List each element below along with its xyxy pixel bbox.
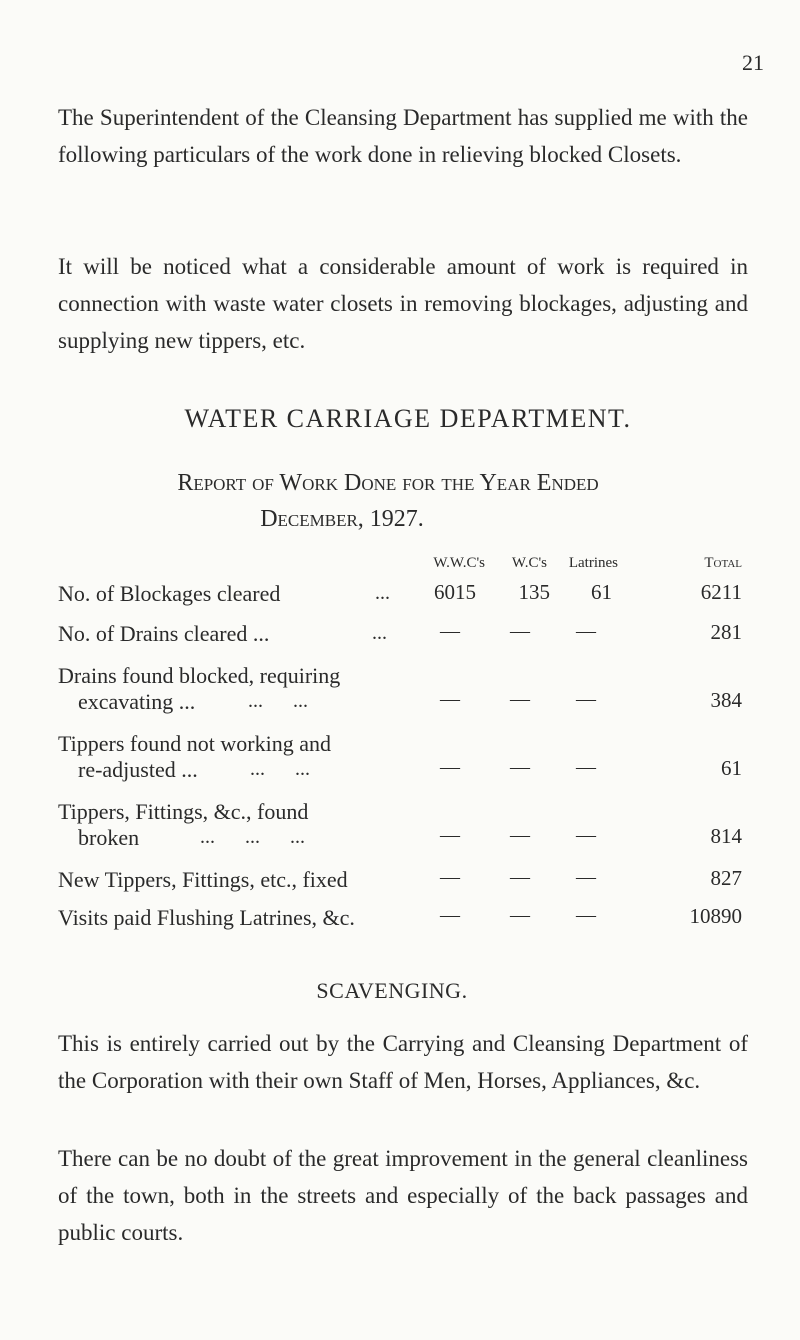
row-label-cont: excavating ... (78, 689, 196, 714)
cell-dash: — (576, 866, 596, 888)
cell-total: 384 (710, 688, 742, 712)
report-title-line1: Report of Work Done for the Year Ended (177, 470, 599, 496)
cell-total: 814 (710, 824, 742, 848)
col-header-wc: W.C's (511, 555, 547, 571)
row-label: Drains found blocked, requiring (58, 663, 341, 688)
water-carriage-heading: WATER CARRIAGE DEPARTMENT. (184, 404, 632, 433)
col-header-total: Total (704, 555, 742, 571)
cell-dash: — (440, 824, 460, 846)
col-header-latrines: Latrines (568, 555, 618, 571)
cell-dash: — (510, 756, 530, 778)
cell-dash: — (510, 866, 530, 888)
cell-dash: — (440, 866, 460, 888)
cell-dash: — (576, 688, 596, 710)
cell-total: 6211 (700, 580, 742, 604)
row-label-cont: re-adjusted ... (78, 757, 198, 782)
leader-dots: ... ... (250, 758, 310, 780)
cell-dash: — (576, 620, 596, 642)
intro-paragraph: The Superintendent of the Cleansing Department has supplied me with the following particulars of the work done in relieving blocked Closets. (58, 105, 748, 167)
col-header-wwc: W.W.C's (433, 555, 485, 571)
cell-total: 61 (721, 756, 742, 780)
cell-dash: — (440, 620, 460, 642)
cell-dash: — (510, 824, 530, 846)
cell-total: 10890 (689, 904, 742, 928)
row-label: Visits paid Flushing Latrines, &c. (58, 905, 355, 930)
row-label: No. of Blockages cleared (58, 581, 281, 606)
cell-latrines: 61 (591, 580, 612, 604)
cell-dash: — (576, 824, 596, 846)
report-title-line2: December, 1927. (260, 506, 424, 532)
row-label: Tippers, Fittings, &c., found (58, 799, 309, 824)
cell-dash: — (576, 756, 596, 778)
cell-wwc: 6015 (434, 580, 476, 604)
cell-dash: — (510, 688, 530, 710)
notice-paragraph: It will be noticed what a considerable amount of work is required in connection with waste water closets in removing blockages, adjusting and supplying new tippers, etc. (58, 254, 748, 353)
cell-wc: 135 (518, 580, 550, 604)
cell-dash: — (576, 904, 596, 926)
cell-total: 281 (710, 620, 742, 644)
leader-dots: ... (372, 622, 387, 644)
scavenging-paragraph-2: There can be no doubt of the great improvement in the general cleanliness of the town, both in the streets and especially of the back passages and public courts. (58, 1146, 748, 1245)
cell-dash: — (440, 756, 460, 778)
row-label: New Tippers, Fittings, etc., fixed (58, 867, 348, 892)
cell-dash: — (440, 904, 460, 926)
leader-dots: ... ... (248, 690, 308, 712)
cell-dash: — (440, 688, 460, 710)
row-label: Tippers found not working and (58, 731, 331, 756)
leader-dots: ... ... ... (200, 826, 305, 848)
row-label-cont: broken (78, 825, 140, 850)
cell-dash: — (510, 904, 530, 926)
cell-dash: — (510, 620, 530, 642)
cell-total: 827 (710, 866, 742, 890)
scavenging-paragraph-1: This is entirely carried out by the Carrying and Cleansing Department of the Corporation with their own Staff of Men, Horses, Appliances, &c. (58, 1031, 748, 1093)
row-label: No. of Drains cleared ... (58, 621, 270, 646)
page-number: 21 (742, 50, 764, 75)
scavenging-heading: SCAVENGING. (316, 978, 468, 1003)
leader-dots: ... (375, 582, 390, 604)
